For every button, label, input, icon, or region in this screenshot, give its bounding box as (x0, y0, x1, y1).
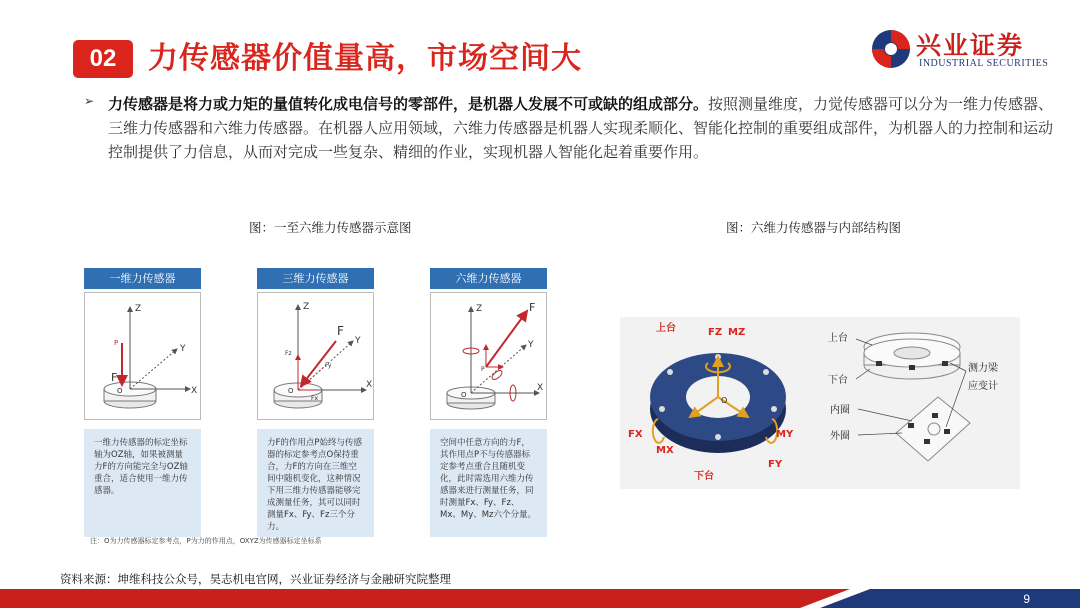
label-origin: O (721, 396, 728, 405)
svg-text:F: F (337, 324, 344, 338)
panel-1d-diagram (84, 292, 201, 420)
six-axis-sensor-diagram (431, 293, 546, 419)
svg-text:P: P (481, 366, 485, 373)
svg-text:Y: Y (180, 344, 186, 354)
panel-3d-title: 三维力传感器 (257, 268, 374, 289)
panel-6d-title: 六维力传感器 (430, 268, 547, 289)
panel-6d-diagram (430, 292, 547, 420)
figure-left-caption: 图：一至六维力传感器示意图 (249, 220, 412, 235)
svg-text:O: O (461, 391, 467, 399)
page-title: 力传感器价值量高，市场空间大 (148, 41, 582, 76)
section-badge: 02 (73, 40, 133, 78)
panel-6d-note: 空间中任意方向的力F，其作用点P不与传感器标定参考点重合且随机变化，此时需选用六维力传感器来进行测量任务，同时测量Fx、Fy、Fz、Mx、My、Mz六个分量。 (430, 429, 547, 537)
label-inner-ring: 内圈 (830, 405, 850, 416)
svg-text:Fz: Fz (285, 350, 292, 357)
three-axis-sensor-diagram (258, 293, 373, 419)
label-strain-gauge: 应变计 (968, 381, 998, 392)
body-paragraph (108, 92, 1058, 164)
svg-text:O: O (288, 387, 294, 395)
bullet-arrow-icon: ➢ (84, 94, 95, 108)
svg-text:F: F (111, 371, 118, 384)
label-mz: MZ (728, 327, 746, 338)
panel-3d-diagram (257, 292, 374, 420)
label-mx: MX (656, 445, 674, 456)
svg-text:Fx: Fx (311, 395, 319, 402)
svg-text:Fy: Fy (325, 362, 332, 369)
label-fy: FY (768, 459, 783, 470)
label-upper-platform-2: 上台 (828, 333, 848, 344)
page-number: 9 (1023, 592, 1030, 606)
logo-subtitle: INDUSTRIAL SECURITIES (919, 58, 1049, 69)
label-fx: FX (628, 429, 643, 440)
company-logo (866, 26, 1066, 74)
label-lower-platform-2: 下台 (828, 375, 848, 386)
label-upper-platform: 上台 (656, 323, 676, 334)
svg-text:Z: Z (135, 304, 142, 314)
source-note: 资料来源：坤维科技公众号，昊志机电官网，兴业证券经济与金融研究院整理 (60, 572, 451, 586)
svg-text:O: O (117, 387, 123, 395)
svg-text:X: X (366, 380, 373, 390)
body-text: 按照测量维度，力觉传感器可以分为一维力传感器、三维力传感器和六维力传感器。在机器人应用领域，六维力传感器是机器人实现柔顺化、智能化控制的重要组成部件，为机器人的力控制和运动控制提供了力信息，从而对完成一些复杂、精细的作业，实现机器人智能化起着重要作用。 (108, 95, 1054, 161)
figure-right-caption: 图：六维力传感器与内部结构图 (726, 220, 902, 235)
svg-text:X: X (537, 383, 544, 393)
svg-text:F: F (529, 301, 536, 314)
label-lower-platform: 下台 (694, 471, 714, 482)
label-fz: FZ (708, 327, 723, 338)
six-axis-sensor-structure-figure (620, 317, 1020, 489)
panel-1d (84, 268, 201, 496)
sensor-structure-diagram (620, 317, 1020, 489)
label-force-beam: 测力梁 (968, 363, 998, 374)
svg-text:Y: Y (528, 340, 534, 350)
svg-text:P: P (114, 339, 119, 347)
logo-mark-icon (870, 28, 912, 70)
svg-text:Y: Y (355, 336, 361, 346)
svg-text:Z: Z (303, 302, 310, 312)
figure-left-footnote: 注：O为力传感器标定参考点，P为力的作用点，OXYZ为传感器标定坐标系 (90, 537, 322, 545)
one-axis-sensor-diagram (85, 293, 200, 419)
label-outer-ring: 外圈 (830, 431, 850, 442)
panel-1d-note: 一维力传感器的标定坐标轴为OZ轴，如果被测量力F的方向能完全与OZ轴重合，适合使用一维力传感器。 (84, 429, 201, 537)
panel-1d-title: 一维力传感器 (84, 268, 201, 289)
panel-6d (430, 268, 547, 520)
body-bold-text: 力传感器是将力或力矩的量值转化成电信号的零部件，是机器人发展不可或缺的组成部分。 (108, 95, 709, 113)
panel-3d (257, 268, 374, 532)
logo-text: 兴业证券 (916, 31, 1025, 60)
sensor-dimension-figure (84, 263, 544, 553)
panel-3d-note: 力F的作用点P始终与传感器的标定参考点O保持重合，力F的方向在三维空间中随机变化，这种情况下用三维力传感器能够完成测量任务，其可以同时测量Fx、Fy、Fz三个分力。 (257, 429, 374, 537)
footer-bar (0, 589, 1080, 608)
label-my: MY (776, 429, 794, 440)
svg-text:X: X (191, 386, 198, 396)
svg-text:Z: Z (476, 304, 483, 314)
